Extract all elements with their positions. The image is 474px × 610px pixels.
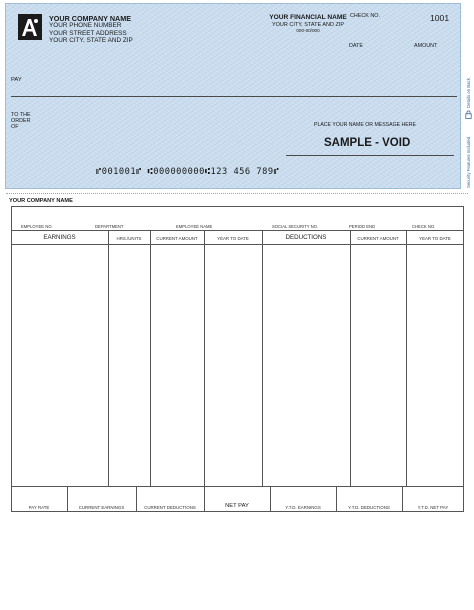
period-end-label: PERIOD END xyxy=(349,224,376,229)
employee-no-label: EMPLOYEE NO. xyxy=(21,224,53,229)
column-divider xyxy=(108,230,109,486)
pay-rate-label: PAY RATE xyxy=(28,505,50,510)
signature-line xyxy=(286,155,454,156)
year-to-date-heading: YEAR TO DATE xyxy=(217,236,249,241)
company-city: YOUR CITY, STATE AND ZIP xyxy=(49,37,133,45)
padlock-icon xyxy=(465,110,472,119)
security-features-text: Security Features Included xyxy=(466,136,471,188)
of-label: OF xyxy=(11,124,19,130)
amount-label: AMOUNT xyxy=(414,43,438,49)
micr-line: ⑈001001⑈ ⑆000000000⑆123 456 789⑈ xyxy=(96,167,280,177)
company-phone: YOUR PHONE NUMBER xyxy=(49,22,122,30)
pay-label: PAY xyxy=(11,77,22,83)
year-to-date-deductions-heading: YEAR TO DATE xyxy=(419,236,451,241)
to-the-label: TO THE xyxy=(11,112,31,118)
column-divider xyxy=(150,230,151,486)
company-name: YOUR COMPANY NAME xyxy=(49,14,131,23)
bank-city: YOUR CITY, STATE AND ZIP xyxy=(271,21,345,28)
check-no-stub-label: CHECK NO. xyxy=(412,224,436,229)
perforation-line xyxy=(6,193,468,194)
column-divider xyxy=(350,230,351,486)
security-details-text: Details on Back. xyxy=(466,76,471,108)
footer-divider xyxy=(11,486,464,487)
date-label: DATE xyxy=(349,43,363,49)
net-pay-label: NET PAY xyxy=(225,503,249,509)
check-no-label: CHECK NO. xyxy=(350,13,380,19)
column-divider xyxy=(262,230,263,486)
stub-company-name: YOUR COMPANY NAME xyxy=(9,198,73,204)
earnings-statement-box xyxy=(11,206,464,512)
deductions-heading: DEDUCTIONS xyxy=(285,234,327,241)
ytd-net-pay-label: Y.T.D. NET PAY xyxy=(417,505,449,510)
bank-name: YOUR FINANCIAL NAME xyxy=(269,14,347,21)
current-deductions-label: CURRENT DEDUCTIONS xyxy=(144,505,196,510)
current-amount-heading: CURRENT AMOUNT xyxy=(156,236,198,241)
earnings-heading: EARNINGS xyxy=(43,234,76,241)
message-text: PLACE YOUR NAME OR MESSAGE HERE xyxy=(314,122,416,128)
order-label: ORDER xyxy=(11,118,31,124)
ssn-label: SOCIAL SECURITY NO. xyxy=(272,224,319,229)
department-label: DEPARTMENT xyxy=(95,224,124,229)
column-divider xyxy=(204,230,205,486)
current-amount-deductions-heading: CURRENT AMOUNT xyxy=(357,236,399,241)
check-number: 1001 xyxy=(430,13,450,23)
company-street: YOUR STREET ADDRESS xyxy=(49,29,127,37)
ytd-earnings-label: Y.T.D. EARNINGS xyxy=(285,505,321,510)
pay-line xyxy=(11,96,457,97)
employee-name-label: EMPLOYEE NAME xyxy=(176,224,213,229)
company-logo-icon xyxy=(18,14,42,40)
column-divider xyxy=(406,230,407,486)
sample-void-stamp: SAMPLE - VOID xyxy=(324,137,411,149)
hrs-units-heading: HRS./UNITS xyxy=(116,236,142,241)
ytd-deductions-label: Y.T.D. DEDUCTIONS xyxy=(348,505,390,510)
bank-routing: 000-00/000 xyxy=(296,28,320,33)
current-earnings-label: CURRENT EARNINGS xyxy=(78,505,125,510)
bank-block xyxy=(268,15,348,35)
column-header-divider xyxy=(11,244,464,245)
header-divider xyxy=(11,230,464,231)
company-address-block xyxy=(49,15,133,45)
